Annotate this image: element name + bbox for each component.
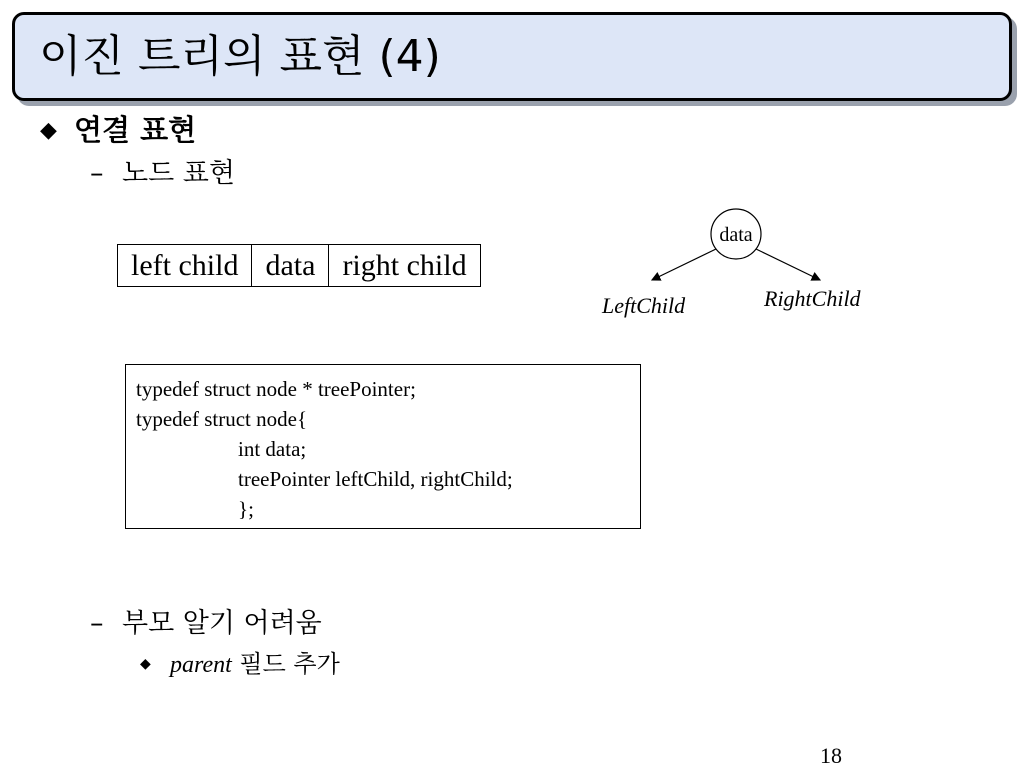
- cell-left-child: left child: [118, 245, 252, 287]
- sub-sub-bullet-add-parent: [140, 648, 340, 681]
- sub-bullet-text: 부모 알기 어려움: [122, 608, 322, 639]
- code-block: [125, 364, 641, 529]
- parent-keyword: parent: [170, 652, 232, 678]
- dash-marker: –: [90, 608, 104, 639]
- right-child-label: RightChild: [764, 286, 861, 311]
- code-line: treePointer leftChild, rightChild;: [238, 467, 513, 491]
- code-line: typedef struct node * treePointer;: [136, 377, 416, 401]
- bullet-linked-representation: [40, 111, 196, 150]
- cell-data: data: [252, 245, 329, 287]
- cell-right-child: right child: [329, 245, 480, 287]
- node-label: data: [719, 224, 753, 246]
- bullet-text: 연결 표현: [74, 113, 197, 147]
- add-field-text: 필드 추가: [231, 650, 340, 678]
- slide-title: 이진 트리의 표현 (4): [39, 31, 441, 82]
- right-arrow: [756, 249, 820, 280]
- sub-bullet-text: 노드 표현: [122, 158, 235, 189]
- node-structure-table: [117, 244, 481, 287]
- title-bar: [12, 12, 1012, 101]
- sub-bullet-node-representation: [90, 156, 235, 192]
- dash-marker: –: [90, 158, 104, 189]
- diamond-icon: ◆: [140, 656, 151, 672]
- code-line: };: [238, 497, 254, 521]
- left-arrow: [652, 249, 716, 280]
- node-diagram: [590, 200, 900, 330]
- code-line: int data;: [238, 437, 307, 461]
- code-line: typedef struct node{: [136, 407, 308, 431]
- diamond-icon: ◆: [40, 118, 57, 143]
- left-child-label: LeftChild: [602, 293, 686, 318]
- sub-bullet-parent-hard: [90, 606, 322, 642]
- page-number: 18: [820, 743, 842, 768]
